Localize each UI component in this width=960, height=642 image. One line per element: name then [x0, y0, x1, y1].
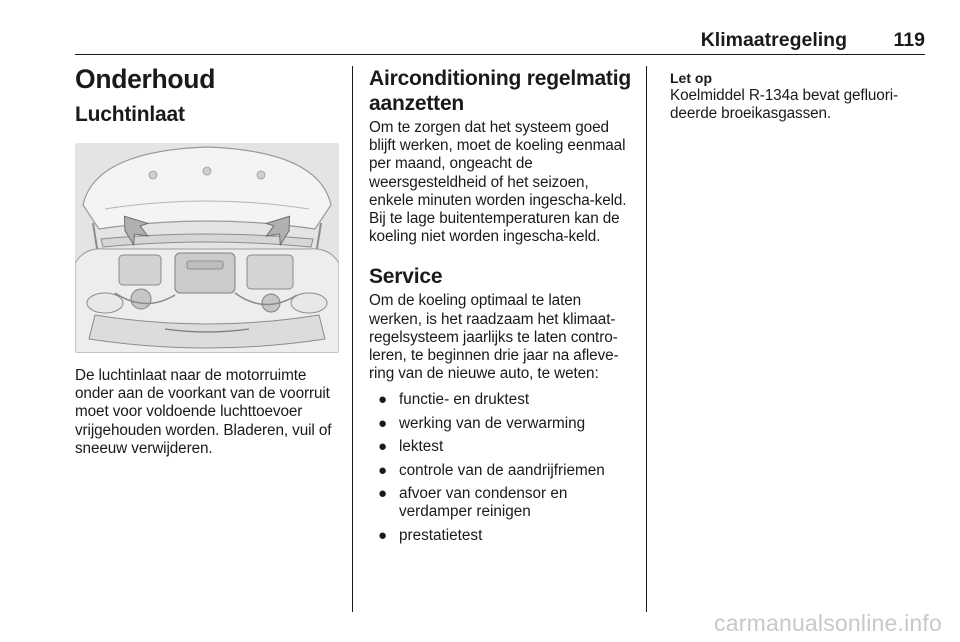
section-title-onderhoud: Onderhoud: [75, 64, 216, 94]
list-item: ● lektest: [378, 438, 444, 456]
bullet-icon: ●: [378, 391, 388, 409]
bullet-icon: ●: [378, 526, 388, 544]
list-item: ● prestatietest: [378, 526, 483, 544]
watermark: carmanualsonline.info: [714, 610, 942, 636]
note-body: Koelmiddel R-134a bevat gefluori-deerde broeikasgassen.: [670, 87, 898, 123]
heading-service: Service: [369, 265, 443, 289]
body-service: Om de koeling optimaal te laten werken, is het raadzaam het klimaat-regelsysteem jaarlijks te laten contro-leren, te beginnen drie jaar na afleve-ring van de nieuwe auto, te weten:: [369, 292, 619, 383]
service-checklist: [369, 391, 635, 544]
column-middle: [369, 62, 635, 550]
page-number: 119: [893, 29, 925, 51]
column-divider-right: [646, 66, 647, 612]
engine-bay-illustration: [75, 143, 339, 353]
chapter-title: Klimaatregeling: [700, 29, 847, 51]
heading-airconditioning: Airconditioning regelmatig aanzetten: [369, 67, 631, 115]
bullet-icon: ●: [378, 438, 388, 456]
engine-bay-drawing: [75, 143, 339, 353]
column-divider-left: [352, 66, 353, 612]
list-item: ● afvoer van condensor en verdamper reinigen: [378, 485, 568, 521]
bullet-icon: ●: [378, 461, 388, 479]
list-item: ● functie- en druktest: [378, 391, 530, 409]
bullet-icon: ●: [378, 485, 388, 502]
list-item: ● controle van de aandrijfriemen: [378, 461, 605, 479]
note-title: Let op: [670, 70, 712, 86]
body-airconditioning: Om te zorgen dat het systeem goed blijft werken, moet de koeling eenmaal per maand, ongeacht de weersgesteldheid of het seizoen, enkele minuten worden ingescha-keld. Bij te lage buitentemperaturen kan de koeling niet worden ingescha-keld.: [369, 119, 627, 246]
page-header: [75, 28, 925, 55]
subsection-title-luchtinlaat: Luchtinlaat: [75, 103, 185, 126]
list-item: ● werking van de verwarming: [378, 414, 586, 432]
column-right: [670, 62, 925, 123]
bullet-icon: ●: [378, 414, 388, 432]
body-luchtinlaat: De luchtinlaat naar de motorruimte onder aan de voorkant van de voorruit moet voor voldoende luchttoevoer vrijgehouden worden. Bladeren, vuil of sneeuw verwijderen.: [75, 367, 332, 457]
column-left: [75, 62, 343, 458]
